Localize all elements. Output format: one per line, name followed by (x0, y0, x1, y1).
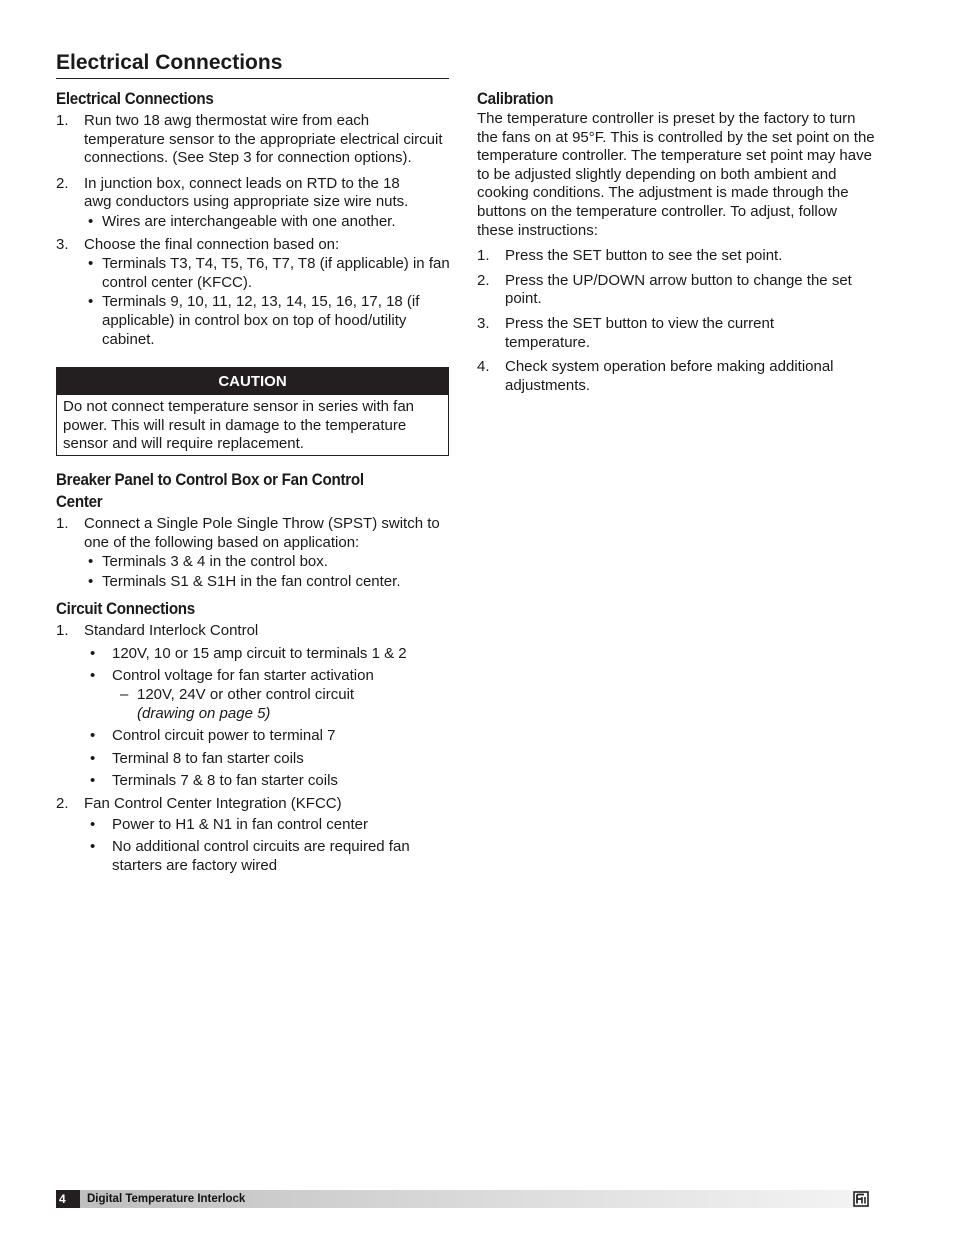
bullet-dot: • (88, 255, 94, 273)
bullet-item (56, 838, 450, 875)
dash-item (112, 686, 450, 723)
list-number: 1. (477, 247, 490, 265)
bullet-item (56, 645, 450, 664)
caution-box (56, 367, 449, 456)
bullet-item (56, 750, 450, 769)
bullet-item (84, 255, 450, 292)
bullet-text: No additional control circuits are required fan starters are factory wired (112, 838, 410, 874)
bullet-text: Wires are interchangeable with one another. (102, 212, 396, 230)
bullet-dot: • (88, 212, 94, 230)
section-heading-calibration: Calibration (477, 90, 554, 108)
bullet-dot: • (90, 667, 96, 685)
list-item (477, 315, 877, 352)
list-number: 1. (56, 622, 69, 640)
bullet-text: 120V, 10 or 15 amp circuit to terminals 1 & 2 (112, 644, 407, 662)
list-number: 3. (56, 235, 69, 253)
footer-bar (56, 1190, 869, 1208)
section-heading-breaker-panel: Breaker Panel to Control Box or Fan Control Center (56, 470, 364, 511)
list-item-text: Press the SET button to see the set point. (505, 247, 783, 265)
bullet-dot: • (90, 815, 96, 833)
section-heading-circuit-connections: Circuit Connections (56, 600, 195, 619)
dash-text: 120V, 24V or other control circuit (137, 686, 355, 704)
list-item-text: Fan Control Center Integration (KFCC) (84, 795, 342, 813)
right-column (477, 88, 877, 395)
list-item-text: Connect a Single Pole Single Throw (SPST) switch to one of the following based on application: (84, 514, 440, 551)
list-item (477, 247, 877, 266)
list-item-text: Standard Interlock Control (84, 622, 259, 640)
list-item-text: Press the UP/DOWN arrow button to change the set point. (505, 271, 852, 308)
left-column (56, 88, 450, 875)
bullet-text: Terminals 9, 10, 11, 12, 13, 14, 15, 16, 17, 18 (if applicable) in control box on top of hood/utility cabinet. (102, 293, 420, 348)
list-number: 4. (477, 358, 490, 376)
list-item (477, 358, 877, 395)
bullet-dot: • (90, 644, 96, 662)
list-number: 1. (56, 514, 69, 532)
list-item (56, 175, 450, 232)
list-item (56, 622, 450, 791)
bullet-text: Terminals T3, T4, T5, T6, T7, T8 (if applicable) in fan control center (KFCC). (102, 255, 450, 291)
list-number: 3. (477, 314, 490, 332)
dash-marker: – (120, 686, 129, 704)
bullet-dot: • (90, 838, 96, 856)
bullet-text: Control voltage for fan starter activation (112, 667, 374, 685)
bullet-text: Terminals 3 & 4 in the control box. (102, 553, 328, 571)
list-item-text: Check system operation before making additional adjustments. (505, 358, 834, 394)
list-item (56, 795, 450, 875)
bullet-dot: • (90, 772, 96, 790)
bullet-text: Terminals S1 & S1H in the fan control center. (102, 572, 401, 590)
page-number: 4 (56, 1190, 80, 1208)
list-item (56, 236, 450, 350)
bullet-text: Terminal 8 to fan starter coils (112, 749, 304, 767)
bullet-item (84, 213, 450, 232)
list-number: 2. (56, 795, 69, 813)
list-number: 2. (477, 271, 490, 289)
bullet-dot: • (90, 749, 96, 767)
bullet-item (56, 727, 450, 746)
bullet-item (56, 772, 450, 791)
bullet-text: Control circuit power to terminal 7 (112, 727, 336, 745)
list-number: 1. (56, 112, 69, 129)
brand-logo-icon (853, 1191, 869, 1207)
bullet-dot: • (88, 553, 94, 571)
list-item-text: Choose the final connection based on: (84, 235, 340, 253)
caution-text: Do not connect temperature sensor in series with fan power. This will result in damage to the temperature sensor and will require replacement. (63, 398, 415, 453)
section-heading-electrical-connections: Electrical Connections (56, 90, 214, 108)
list-number: 2. (56, 174, 69, 192)
footer-doc-title: Digital Temperature Interlock (87, 1193, 246, 1205)
list-item (56, 515, 450, 591)
bullet-dot: • (88, 572, 94, 590)
bullet-dot: • (90, 727, 96, 745)
list-item (56, 112, 450, 168)
list-item-text: Press the SET button to view the current temperature. (505, 314, 775, 351)
list-item-text: Run two 18 awg thermostat wire from each temperature sensor to the appropriate electrical circuit connections. (See Step 3 for connection options). (84, 112, 443, 167)
bullet-text: Terminals 7 & 8 to fan starter coils (112, 772, 338, 790)
bullet-item (56, 816, 450, 835)
list-item (477, 272, 877, 309)
bullet-item (84, 573, 450, 592)
page-title: Electrical Connections (56, 50, 449, 79)
bullet-dot: • (88, 293, 94, 311)
list-item-text: In junction box, connect leads on RTD to the 18 awg conductors using appropriate size wire nuts. (84, 174, 409, 211)
caution-title: CAUTION (57, 368, 448, 395)
dash-note: (drawing on page 5) (137, 704, 271, 722)
bullet-item (84, 293, 450, 349)
bullet-text: Power to H1 & N1 in fan control center (112, 815, 368, 833)
bullet-item (56, 667, 450, 723)
bullet-item (84, 553, 450, 572)
calibration-intro: The temperature controller is preset by the factory to turn the fans on at 95°F. This is controlled by the set point on the temperature controller. The temperature set point may have to be adjusted slightly depending on both ambient and cooking conditions. The adjustment is made through the buttons on the temperature controller. To adjust, follow these instructions: (477, 110, 875, 239)
